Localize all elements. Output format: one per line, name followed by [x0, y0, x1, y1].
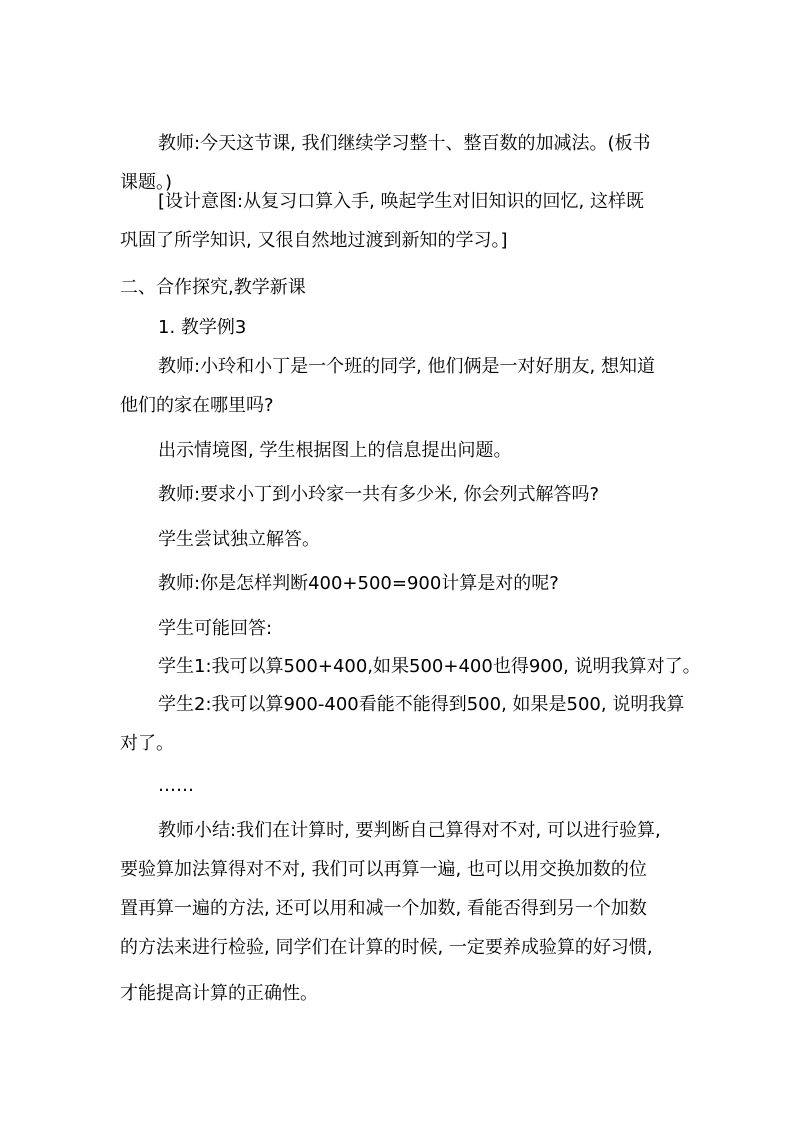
paragraph-line: 教师:你是怎样判断400+500=900计算是对的呢?: [158, 573, 559, 594]
paragraph-line: 对了。: [120, 733, 174, 754]
section-heading: 二、合作探究,教学新课: [120, 277, 306, 298]
paragraph-line: 才能提高计算的正确性。: [120, 983, 318, 1004]
paragraph-line: 学生尝试独立解答。: [158, 529, 320, 550]
paragraph-line: 学生2:我可以算900-400看能不能得到500, 如果是500, 说明我算: [158, 694, 685, 715]
paragraph-line: 巩固了所学知识, 又很自然地过渡到新知的学习。]: [120, 230, 508, 251]
paragraph-line: 的方法来进行检验, 同学们在计算的时候, 一定要养成验算的好习惯,: [120, 937, 653, 958]
ellipsis: ……: [158, 775, 194, 796]
paragraph-line: 学生1:我可以算500+400,如果500+400也得900, 说明我算对了。: [158, 656, 701, 677]
paragraph-line: [设计意图:从复习口算入手, 唤起学生对旧知识的回忆, 这样既: [158, 191, 644, 212]
paragraph-line: 课题。): [120, 172, 173, 193]
paragraph-line: 置再算一遍的方法, 还可以用和减一个加数, 看能否得到另一个加数: [120, 898, 647, 919]
paragraph-line: 教师:小玲和小丁是一个班的同学, 他们俩是一对好朋友, 想知道: [158, 356, 655, 377]
paragraph-line: 教师:今天这节课, 我们继续学习整十、整百数的加减法。(板书: [158, 133, 651, 154]
paragraph-line: 教师小结:我们在计算时, 要判断自己算得对不对, 可以进行验算,: [158, 820, 661, 841]
paragraph-line: 他们的家在哪里吗?: [120, 395, 274, 416]
paragraph-line: 教师:要求小丁到小玲家一共有多少米, 你会列式解答吗?: [158, 484, 600, 505]
subsection-heading: 1. 教学例3: [158, 317, 247, 338]
paragraph-line: 出示情境图, 学生根据图上的信息提出问题。: [158, 440, 512, 461]
paragraph-line: 学生可能回答:: [158, 618, 273, 639]
paragraph-line: 要验算加法算得对不对, 我们可以再算一遍, 也可以用交换加数的位: [120, 859, 647, 880]
